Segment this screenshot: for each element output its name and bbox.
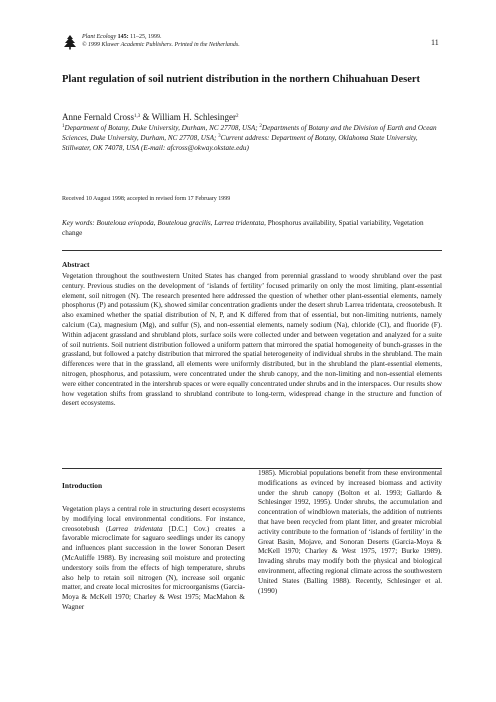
affiliation-superscript: 1 <box>62 124 65 129</box>
intro-species-name: Larrea tridentata <box>108 524 163 533</box>
keywords <box>62 219 442 239</box>
page-number: 11 <box>431 38 439 47</box>
abstract-text: Vegetation throughout the southwestern United States has changed from perennial grassland to woody shrubland over the past century. Previous studies on the development of ‘islands of fertility’ focused primarily on only the most limiting, plant-essential element, soil nitrogen (N). The research presented here addressed the question of whether other plant-essential elements, namely phosphorus (P) and potassium (K), showed similar concentration gradients under the desert shrub Larrea tridentata, creosotebush. It also examined whether the spatial distribution of N, P, and K differed from that of essential, but non-limiting nutrients, namely calcium (Ca), magnesium (Mg), and sulfur (S), and non-essential elements, namely sodium (Na), chloride (Cl), and fluoride (F). Within adjacent grassland and shrubland plots, surface soils were collected under and between vegetation and analyzed for a suite of soil nutrients. Soil nutrient distribution followed a uniform pattern that mirrored the spatial homogeneity of bunch-grasses in the grassland, but followed a patchy distribution that mirrored the spatial heterogeneity of individual shrubs in the shrubland. The main differences were that in the grassland, all elements were uniformly distributed, but in the shrubland the plant-essential elements, nitrogen, phosphorus, and potassium, were concentrated under the shrub canopy, and the non-limiting and non-essential elements were either concentrated in the intershrub spaces or were equally concentrated under shrubs and in the interspaces. Our results show how vegetation shifts from grassland to shrubland contribute to long-term, widespread change in the structure and function of desert ecosystems. <box>62 272 443 408</box>
journal-citation <box>82 34 240 49</box>
abstract-heading: Abstract <box>62 260 90 269</box>
divider <box>62 250 442 251</box>
journal-pages: 11–25, 1999. <box>130 34 162 40</box>
affiliations <box>62 124 442 153</box>
copyright-line: © 1999 Kluwer Academic Publishers. Printed in the Netherlands. <box>82 41 240 48</box>
publisher-tree-logo-icon <box>62 34 78 50</box>
keywords-label: Key words: <box>62 219 95 227</box>
article-title: Plant regulation of soil nutrient distribution in the northern Chihuahuan Desert <box>62 74 421 85</box>
author-line <box>62 112 442 123</box>
keywords-species: Bouteloua eriopoda, Bouteloua gracilis, Larrea tridentata, <box>96 219 266 227</box>
author-name: Anne Fernald Cross <box>62 112 134 122</box>
affiliation-text: Department of Botany, Duke University, Durham, NC 27708, USA; <box>64 124 258 132</box>
received-dates: Received 10 August 1998; accepted in revised form 17 February 1999 <box>62 196 231 202</box>
author-separator: & <box>140 112 152 122</box>
affiliation-text: Current address: Department of Botany, Oklahoma State University, Stillwater, OK 74078, USA (E-mail: afcross@okway.okstate.edu) <box>62 133 418 152</box>
introduction-right-column: 1985). Microbial populations benefit from these environmental modifications as evinced by increased biomass and activity under the shrub canopy (Bolton et al. 1993; Gallardo & Schlesinger 1992, 1995). Under shrubs, the accumulation and concentration of windblown materials, the addition of nutrients that have been recycled from plant litter, and greater microbial activity contribute to the formation of ‘islands of fertility’ in the Great Basin, Mojave, and Sonoran Deserts (Garcia-Moya & McKell 1970; Charley & West 1975, 1977; Burke 1989). Invading shrubs may modify both the physical and biological environment, affecting regional climate across the southwestern United States (Balling 1988). Recently, Schlesinger et al. (1990) <box>258 469 442 595</box>
affiliation-superscript: 3 <box>218 133 221 139</box>
keywords-terms: Phosphorus availability, Spatial variability, Vegetation change <box>62 219 424 237</box>
journal-header <box>62 34 442 56</box>
journal-volume: 145: <box>117 34 129 40</box>
affiliation-text: Departments of Botany and the Division of Earth and Ocean Sciences, Duke University, Durham, NC 27708, USA; <box>62 124 437 142</box>
affiliation-superscript: 2 <box>259 124 262 129</box>
author-name: William H. Schlesinger <box>151 112 236 122</box>
introduction-heading: Introduction <box>62 481 103 490</box>
introduction-left-column <box>62 505 245 613</box>
author-superscript: 2 <box>235 114 239 119</box>
intro-text: [D.C.] Cov.) creates a favorable microclimate for saguaro seedlings under its canopy and influences plant succession in the lower Sonoran Desert (McAuliffe 1988). By increasing soil moisture and protecting understory soils from the effects of high temperature, shrubs also help to retain soil nitrogen (N), increase soil organic matter, and create local microsites for microorganisms (Garcia-Moya & McKell 1970; Charley & West 1975; MacMahon & Wagner <box>62 524 245 611</box>
journal-name: Plant Ecology <box>82 34 117 40</box>
intro-text: Vegetation plays a central role in structuring desert ecosystems by modifying local environmental conditions. For instance, creosotebush ( <box>62 505 245 533</box>
author-superscript: 1,3 <box>134 114 141 119</box>
